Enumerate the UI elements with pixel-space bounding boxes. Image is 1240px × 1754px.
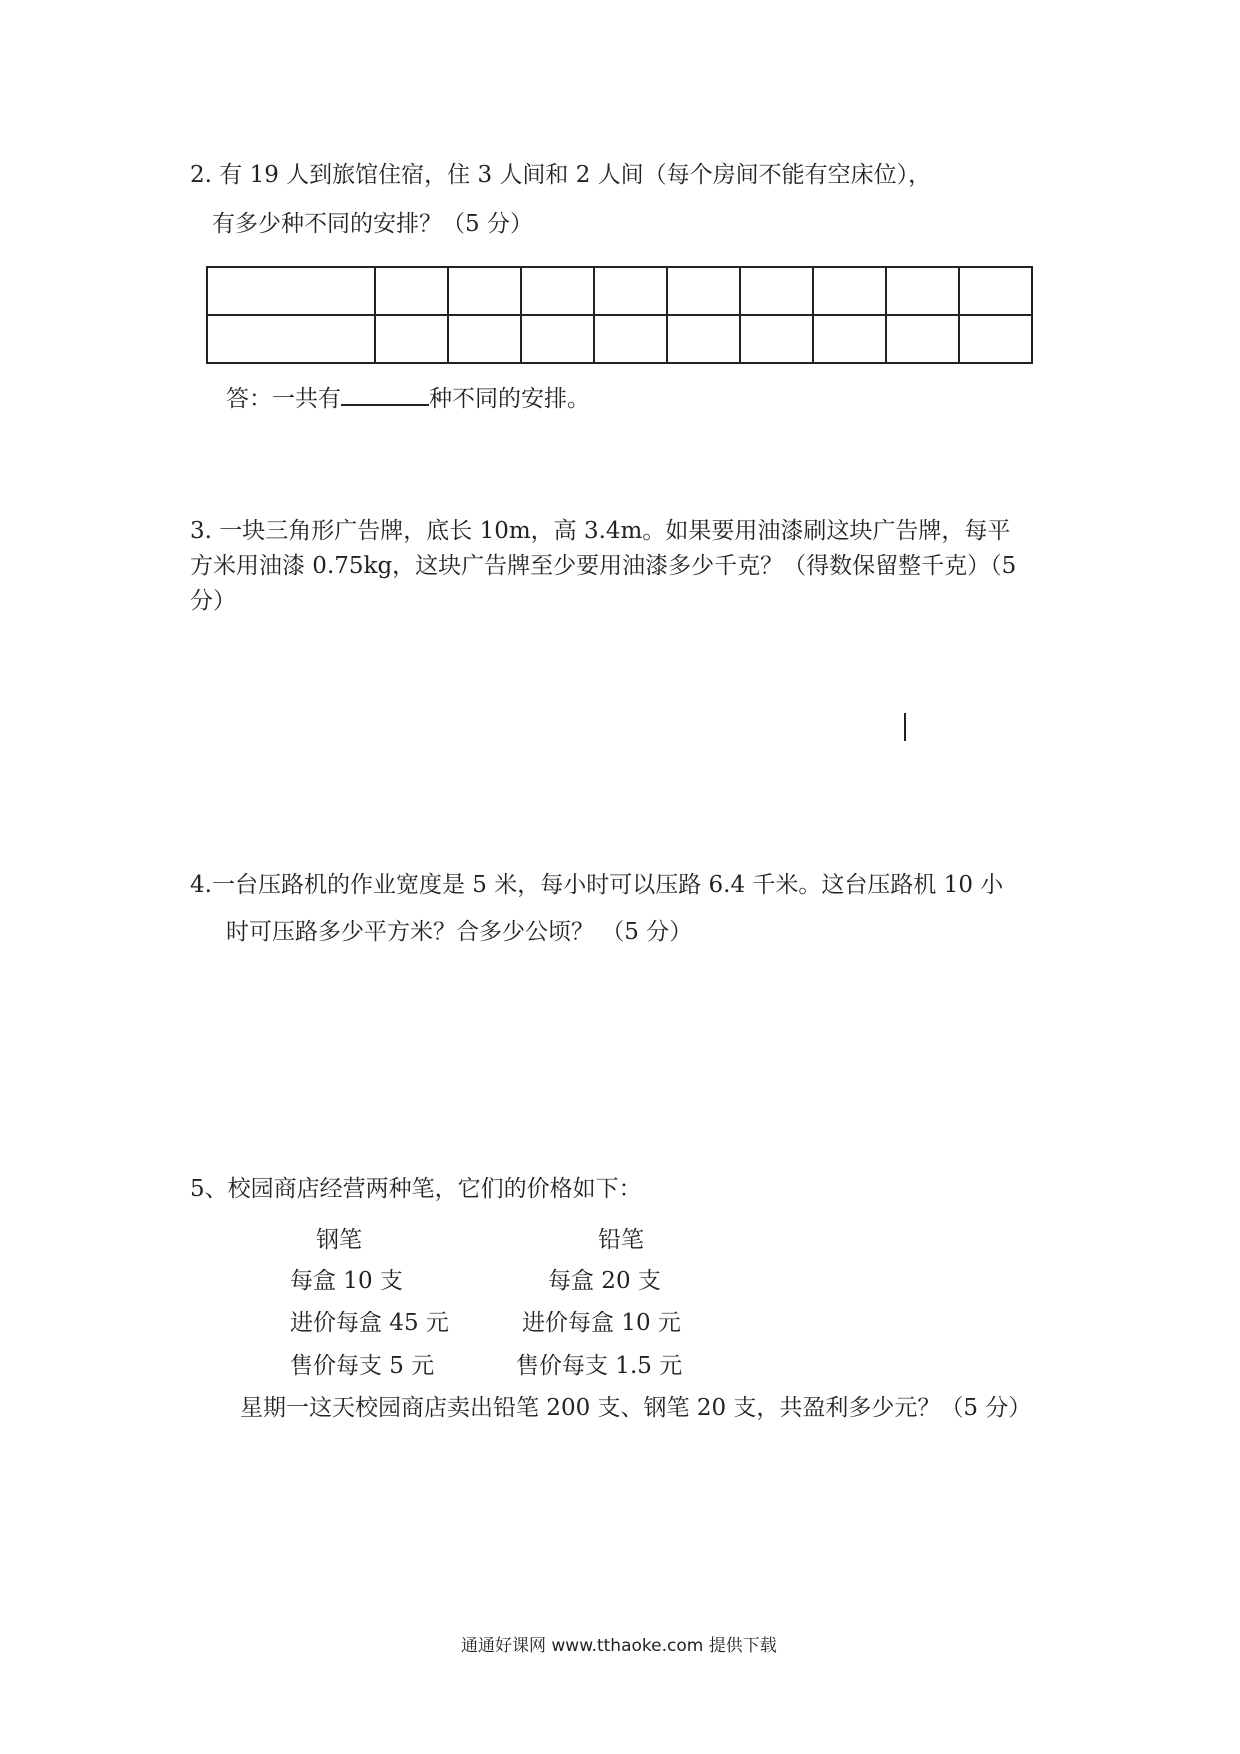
pen-price: 售价每支 5 元	[290, 1353, 435, 1379]
q3-line3: 分）	[190, 588, 236, 614]
table-cell	[886, 267, 959, 315]
q3-line1: 3. 一块三角形广告牌，底长 10m，高 3.4m。如果要用油漆刷这块广告牌，每平	[190, 518, 1011, 544]
table-cell	[375, 267, 448, 315]
q5-intro: 5、校园商店经营两种笔，它们的价格如下：	[190, 1176, 642, 1202]
q3-line2: 方米用油漆 0.75kg，这块广告牌至少要用油漆多少千克？（得数保留整千克）（5	[190, 553, 1017, 579]
table-row	[207, 315, 1032, 363]
table-cell	[740, 315, 813, 363]
table-cell	[594, 267, 667, 315]
table-cell	[594, 315, 667, 363]
pencil-cost: 进价每盒 10 元	[522, 1310, 681, 1336]
answer-prefix: 答：一共有	[226, 386, 341, 412]
pen-name: 钢笔	[316, 1227, 362, 1253]
answer-blank[interactable]	[341, 384, 429, 406]
table-cell	[813, 267, 886, 315]
answer-suffix: 种不同的安排。	[429, 386, 590, 412]
table-cell	[813, 315, 886, 363]
q4-line2: 时可压路多少平方米？合多少公顷？ （5 分）	[226, 919, 693, 945]
pen-per-box: 每盒 10 支	[290, 1268, 403, 1294]
table-cell	[959, 315, 1032, 363]
table-cell	[667, 315, 740, 363]
table-cell	[375, 315, 448, 363]
text-cursor	[904, 713, 906, 741]
footer-text: 通通好课网 www.tthaoke.com 提供下载	[461, 1636, 777, 1656]
table-cell	[521, 315, 594, 363]
table-cell	[667, 267, 740, 315]
pencil-name: 铅笔	[598, 1227, 644, 1253]
q2-line1: 2. 有 19 人到旅馆住宿，住 3 人间和 2 人间（每个房间不能有空床位），	[190, 162, 932, 188]
table-row	[207, 267, 1032, 315]
table-cell	[448, 315, 521, 363]
q2-answer	[226, 384, 590, 411]
table-cell	[886, 315, 959, 363]
table-cell	[740, 267, 813, 315]
table-cell	[959, 267, 1032, 315]
arrangement-table	[206, 266, 1033, 364]
table-cell	[521, 267, 594, 315]
q5-question: 星期一这天校园商店卖出铅笔 200 支、钢笔 20 支，共盈利多少元？（5 分）	[240, 1395, 1032, 1421]
table-cell	[207, 315, 375, 363]
pencil-price: 售价每支 1.5 元	[516, 1353, 683, 1379]
pencil-per-box: 每盒 20 支	[548, 1268, 661, 1294]
q4-line1: 4.一台压路机的作业宽度是 5 米，每小时可以压路 6.4 千米。这台压路机 10 小	[190, 872, 1004, 898]
pen-cost: 进价每盒 45 元	[290, 1310, 449, 1336]
table-cell	[448, 267, 521, 315]
q2-line2: 有多少种不同的安排？（5 分）	[212, 211, 533, 237]
table-cell	[207, 267, 375, 315]
